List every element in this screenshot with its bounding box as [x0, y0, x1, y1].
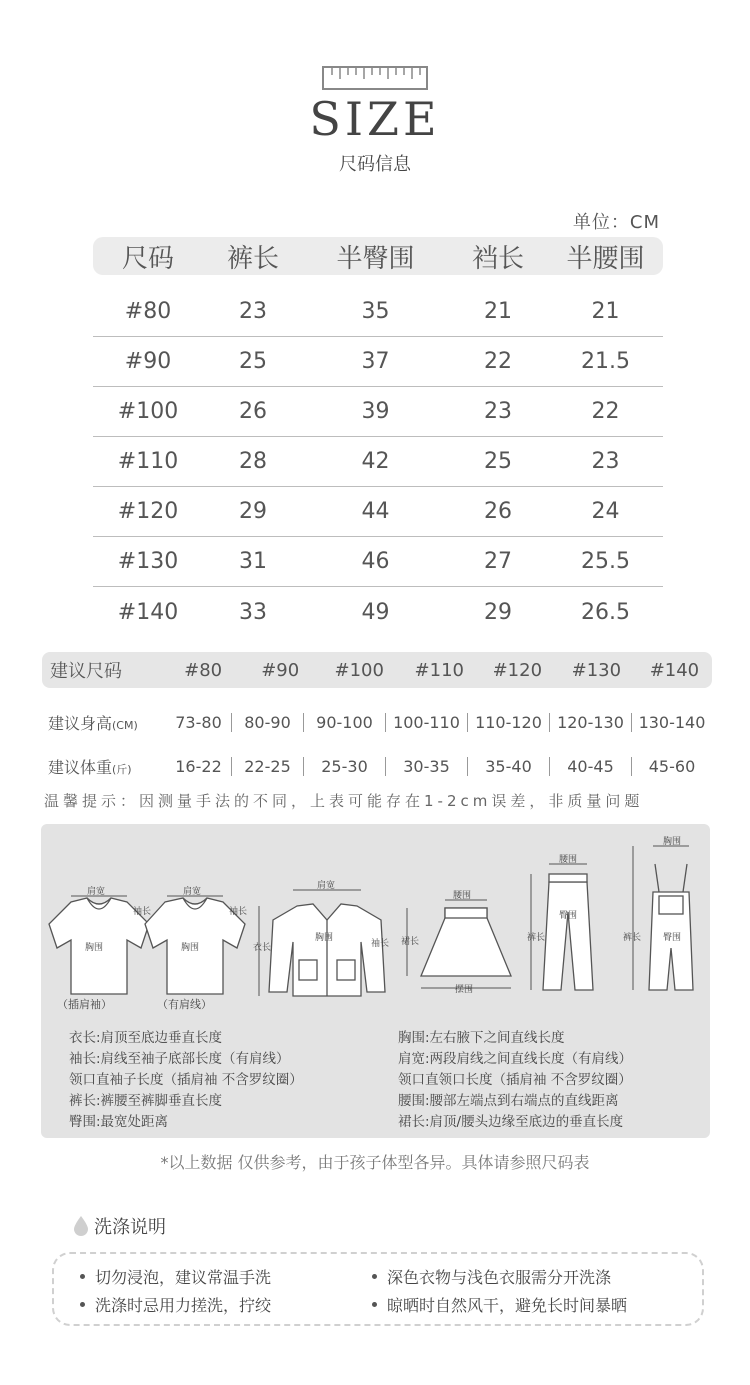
bullet-icon — [80, 1274, 85, 1279]
wash-item: 切勿浸泡，建议常温手洗 — [80, 1265, 271, 1288]
recommend-size: #100 — [334, 659, 384, 681]
recommend-label: 建议尺码 — [50, 661, 122, 682]
weight-value: 35-40 — [468, 757, 550, 776]
table-cell: 42 — [361, 449, 390, 474]
weight-value: 45-60 — [648, 756, 696, 776]
weight-label: 建议体重 — [48, 757, 113, 777]
height-label: 建议身高 — [48, 713, 113, 733]
table-cell: #140 — [117, 599, 179, 625]
table-cell: 21.5 — [581, 349, 630, 374]
column-header: 半腰围 — [566, 243, 645, 274]
table-cell: 23 — [591, 449, 620, 474]
table-cell: #120 — [117, 499, 179, 524]
sleeve-label: 袖长 — [371, 939, 390, 949]
recommend-size: #90 — [261, 659, 300, 681]
caption-seam: （有肩线） — [157, 998, 212, 1011]
table-cell: 29 — [239, 499, 267, 524]
definition-line: 裙长:肩顶/腰头边缘至底边的垂直长度 — [398, 1114, 624, 1130]
recommend-weight-row — [42, 749, 712, 783]
measurement-diagram — [41, 824, 710, 1138]
table-row — [93, 287, 663, 337]
table-cell: #100 — [117, 399, 179, 424]
wash-section-title — [72, 1213, 166, 1239]
weight-value: 40-45 — [550, 757, 632, 776]
hip-label: 臀围 — [663, 933, 682, 943]
table-cell: 23 — [484, 399, 512, 424]
shoulder-label: 肩宽 — [183, 887, 202, 897]
weight-value: 30-35 — [386, 757, 468, 776]
wash-item: 深色衣物与浅色衣服需分开洗涤 — [372, 1265, 611, 1288]
chest-label: 胸围 — [315, 933, 334, 943]
table-cell: #110 — [117, 449, 179, 474]
recommend-size: #120 — [492, 659, 543, 681]
table-cell: 22 — [484, 349, 512, 374]
measurement-tip: 温馨提示：因测量手法的不同，上表可能存在1-2cm误差，非质量问题 — [44, 792, 644, 810]
weight-value: 22-25 — [232, 757, 304, 776]
unit-label: 单位：CM — [572, 212, 660, 233]
definitions-left — [69, 1028, 303, 1133]
pants-icon — [543, 882, 593, 990]
page-title: SIZE — [309, 92, 441, 146]
table-cell: #90 — [124, 349, 172, 374]
chest-label: 胸围 — [181, 943, 200, 953]
table-cell: 21 — [591, 299, 620, 324]
reference-note: *以上数据 仅供参考，由于孩子体型各异。具体请参照尺码表 — [160, 1153, 590, 1172]
bullet-icon — [372, 1302, 377, 1307]
definition-line: 胸围:左右腋下之间直线长度 — [398, 1030, 565, 1046]
bullet-icon — [80, 1302, 85, 1307]
column-header: 尺码 — [121, 243, 174, 274]
weight-unit: (斤) — [112, 762, 132, 776]
definition-line: 裤长:裤腰至裤脚垂直长度 — [69, 1093, 223, 1109]
skirt-length-label: 裙长 — [401, 937, 420, 947]
table-cell: 39 — [361, 399, 390, 424]
page-subtitle: 尺码信息 — [339, 154, 411, 175]
ruler-icon — [322, 66, 428, 90]
hem-label: 摆围 — [455, 985, 474, 995]
table-cell: #130 — [117, 549, 179, 574]
column-header: 裤长 — [226, 243, 279, 274]
definition-line: 领口直领口长度（插肩袖 不含罗纹圈） — [398, 1072, 632, 1088]
definition-line: 衣长:肩顶至底边垂直长度 — [69, 1030, 223, 1046]
table-row — [93, 587, 663, 637]
definition-line: 袖长:肩线至袖子底部长度（有肩线） — [69, 1051, 290, 1067]
table-cell: 46 — [361, 549, 390, 574]
shoulder-label: 肩宽 — [87, 887, 106, 897]
table-cell: 31 — [239, 549, 267, 574]
table-cell: 33 — [239, 599, 267, 625]
table-row — [93, 487, 663, 537]
table-row — [93, 337, 663, 387]
size-table-header — [93, 237, 663, 275]
recommend-size: #140 — [649, 659, 700, 681]
height-value: 120-130 — [550, 713, 632, 732]
recommend-height-row — [42, 705, 712, 739]
shoulder-label: 肩宽 — [317, 881, 336, 891]
sleeve-label: 袖长 — [229, 907, 248, 917]
table-cell: 35 — [361, 299, 390, 324]
table-cell: 25.5 — [581, 549, 630, 574]
table-cell: #80 — [124, 299, 172, 324]
column-header: 裆长 — [471, 243, 524, 274]
pants-length-label: 裤长 — [527, 933, 546, 943]
table-cell: 37 — [361, 349, 390, 374]
wash-title-label: 洗涤说明 — [94, 1217, 166, 1238]
pants-length-label: 裤长 — [623, 933, 642, 943]
waist-label: 腰围 — [559, 855, 578, 865]
definition-line: 腰围:腰部左端点到右端点的直线距离 — [398, 1093, 619, 1109]
recommend-size: #110 — [414, 659, 464, 681]
water-drop-icon — [72, 1215, 90, 1237]
table-row — [93, 437, 663, 487]
table-cell: 44 — [361, 499, 390, 524]
garment-illustrations — [41, 824, 710, 1024]
sleeve-label: 袖长 — [133, 907, 152, 917]
wash-item: 洗涤时忌用力搓洗，拧绞 — [80, 1293, 271, 1316]
bullet-icon — [372, 1274, 377, 1279]
table-cell: 29 — [484, 599, 512, 625]
definitions-right — [398, 1028, 632, 1133]
height-value: 80-90 — [232, 713, 304, 732]
table-cell: 27 — [484, 549, 512, 574]
table-cell: 28 — [239, 449, 267, 474]
definition-line: 领口直袖子长度（插肩袖 不含罗纹圈） — [69, 1072, 303, 1088]
table-cell: 23 — [239, 299, 267, 324]
table-cell: 22 — [591, 399, 620, 424]
size-table — [93, 237, 663, 637]
height-value: 110-120 — [468, 713, 550, 732]
height-value: 130-140 — [638, 712, 706, 732]
height-value: 90-100 — [304, 713, 386, 732]
table-row — [93, 387, 663, 437]
height-value: 73-80 — [166, 713, 232, 732]
table-cell: 49 — [361, 599, 390, 625]
table-cell: 24 — [591, 499, 620, 524]
chest-label: 胸围 — [85, 943, 104, 953]
table-cell: 26 — [484, 499, 512, 524]
waist-label: 腰围 — [453, 891, 472, 901]
table-cell: 25 — [239, 349, 267, 374]
definition-line: 肩宽:两段肩线之间直线长度（有肩线） — [398, 1051, 633, 1067]
recommend-size: #130 — [571, 659, 622, 681]
table-row — [93, 537, 663, 587]
caption-raglan: （插肩袖） — [57, 998, 112, 1011]
table-cell: 26 — [239, 399, 267, 424]
table-cell: 25 — [484, 449, 512, 474]
recommend-header — [42, 652, 712, 688]
length-label: 衣长 — [253, 943, 272, 953]
column-header: 半臀围 — [336, 243, 415, 274]
height-value: 100-110 — [386, 713, 468, 732]
chest-label: 胸围 — [663, 837, 682, 847]
table-cell: 26.5 — [581, 599, 630, 625]
definition-line: 臀围:最宽处距离 — [69, 1114, 169, 1130]
height-unit: (CM) — [112, 718, 138, 732]
weight-value: 25-30 — [304, 757, 386, 776]
hip-label: 臀围 — [559, 911, 578, 921]
table-cell: 21 — [484, 299, 512, 324]
recommend-size: #80 — [184, 659, 223, 681]
weight-value: 16-22 — [166, 757, 232, 776]
wash-item: 晾晒时自然风干，避免长时间暴晒 — [372, 1293, 627, 1316]
